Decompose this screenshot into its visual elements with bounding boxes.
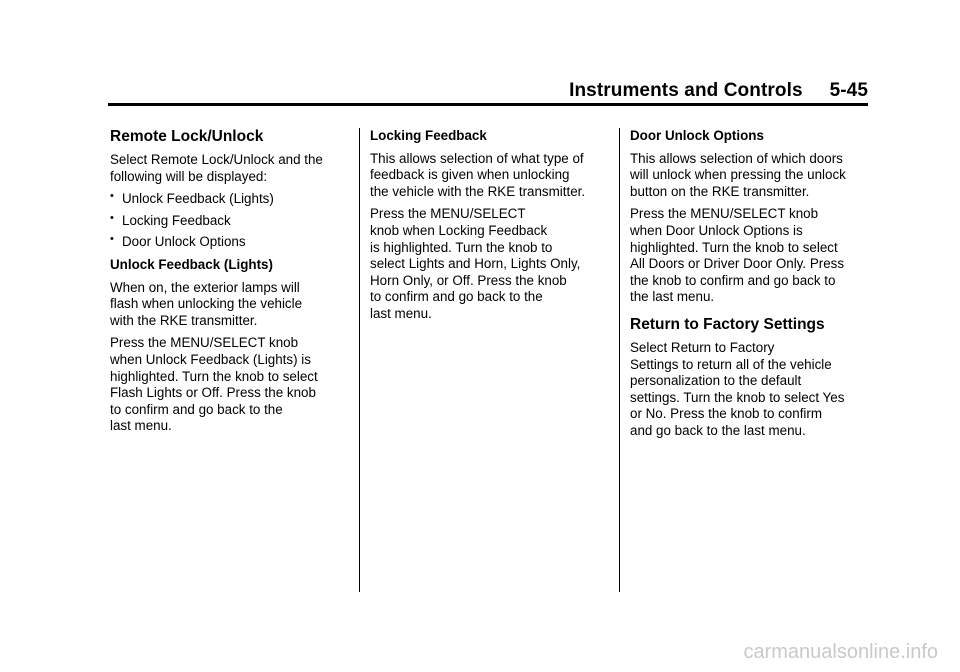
list-item-text: Locking Feedback bbox=[122, 212, 231, 228]
paragraph-door-unlock-desc: This allows selection of which doors will unlock when pressing the unlock button on the RKE transmitter. bbox=[630, 150, 846, 199]
header-rule bbox=[108, 103, 868, 106]
options-list bbox=[110, 191, 350, 251]
bullet-icon: • bbox=[110, 190, 114, 203]
bullet-icon: • bbox=[110, 211, 114, 224]
paragraph-unlock-feedback-steps: Press the MENU/SELECT knob when Unlock Feedback (Lights) is highlighted. Turn the knob to select Flash Lights or Off. Press the knob to confirm and go back to the last menu. bbox=[110, 335, 318, 434]
watermark: carmanualsonline.info bbox=[743, 641, 938, 663]
column-3 bbox=[630, 128, 870, 446]
list-item bbox=[110, 234, 350, 251]
page-number: 5-45 bbox=[829, 80, 868, 101]
heading-remote-lock-unlock: Remote Lock/Unlock bbox=[110, 128, 264, 145]
column-divider bbox=[359, 128, 360, 592]
paragraph-intro: Select Remote Lock/Unlock and the following will be displayed: bbox=[110, 152, 323, 184]
paragraph-unlock-feedback-desc: When on, the exterior lamps will flash when unlocking the vehicle with the RKE transmitter. bbox=[110, 279, 303, 328]
paragraph-door-unlock-steps: Press the MENU/SELECT knob when Door Unlock Options is highlighted. Turn the knob to select All Doors or Driver Door Only. Press the knob to confirm and go back to the last menu. bbox=[630, 206, 845, 305]
column-1 bbox=[110, 128, 350, 441]
column-2 bbox=[370, 128, 610, 329]
page-header-title bbox=[569, 80, 868, 102]
column-divider bbox=[619, 128, 620, 592]
paragraph-locking-feedback-desc: This allows selection of what type of feedback is given when unlocking the vehicle with the RKE transmitter. bbox=[370, 150, 586, 199]
list-item-text: Unlock Feedback (Lights) bbox=[122, 191, 274, 207]
subheading-unlock-feedback: Unlock Feedback (Lights) bbox=[110, 256, 273, 272]
page-header bbox=[108, 80, 868, 102]
subheading-door-unlock-options: Door Unlock Options bbox=[630, 128, 764, 143]
paragraph-factory-settings: Select Return to Factory Settings to return all of the vehicle personalization to the default settings. Turn the knob to select Yes or No. Press the knob to confirm and go back to the last menu. bbox=[630, 339, 845, 438]
list-item bbox=[110, 191, 350, 208]
section-title: Instruments and Controls bbox=[569, 80, 803, 101]
list-item bbox=[110, 213, 350, 230]
heading-return-to-factory: Return to Factory Settings bbox=[630, 315, 825, 333]
list-item-text: Door Unlock Options bbox=[122, 234, 246, 250]
subheading-locking-feedback: Locking Feedback bbox=[370, 128, 487, 143]
paragraph-locking-feedback-steps: Press the MENU/SELECT knob when Locking Feedback is highlighted. Turn the knob to select Lights and Horn, Lights Only, Horn Only, or Off. Press the knob to confirm and go back to the last menu. bbox=[370, 206, 581, 321]
bullet-icon: • bbox=[110, 233, 114, 246]
